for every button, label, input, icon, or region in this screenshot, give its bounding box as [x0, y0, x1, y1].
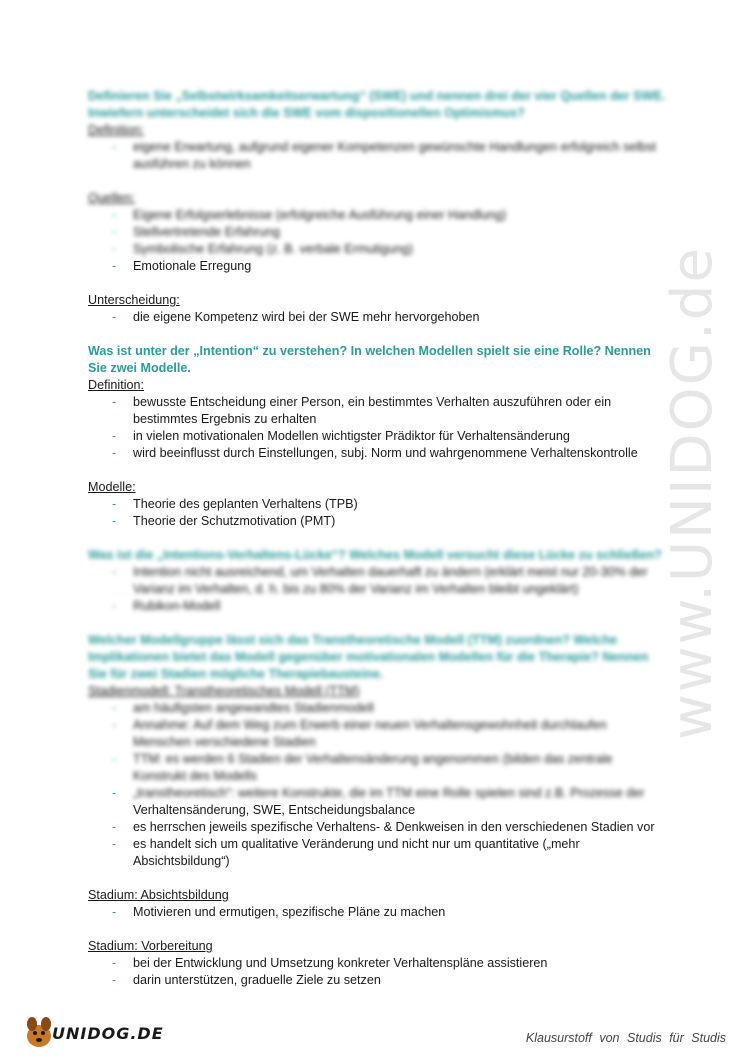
q2-models-label: Modelle:: [88, 480, 136, 494]
q4-model-label: Stadienmodell: Transtheoretisches Modell (TTM): [88, 684, 360, 698]
list-item: - Annahme: Auf dem Weg zum Erwerb einer neuen Verhaltensgewohnheit durchlaufen Menschen verschiedene Stadien: [88, 717, 668, 751]
watermark-text: www.UNIDOG.de: [660, 246, 725, 740]
q4-question: Welcher Modellgruppe lässt sich das Transtheoretische Modell (TTM) zuordnen? Welche Implikationen bietet das Modell gegenüber motivationalen Modellen für die Therapie? Nennen Sie für zwei Stadien mögliche Therapiebausteine.: [88, 633, 649, 681]
list-item: [88, 785, 668, 819]
q1-question: Definieren Sie „Selbstwirksamkeitserwartung“ (SWE) und nennen drei der vier Quellen der SWE. Inwiefern unterscheidet sich die SWE vom dispositionellen Optimismus?: [88, 89, 666, 120]
list-item: - Eigene Erfolgserlebnisse (erfolgreiche Ausführung einer Handlung): [88, 207, 668, 224]
q4-blurred-block: [88, 632, 668, 785]
list-item: - Emotionale Erregung: [88, 258, 668, 275]
list-item: - Intention nicht ausreichend, um Verhalten dauerhaft zu ändern (erklärt meist nur 20-30% der Varianz im Verhalten, d. h. bis zu 80% der Varianz im Verhalten bleibt ungeklärt): [88, 564, 668, 598]
partial-blurred-line: - „transtheoretisch“: weitere Konstrukte, die im TTM eine Rolle spielen sind z.B. Prozesse der: [133, 786, 645, 800]
logo-text: UNIDOG.DE: [52, 1024, 164, 1043]
unidog-logo: [22, 1014, 164, 1050]
dog-icon: [22, 1014, 56, 1050]
list-item: - darin unterstützen, graduelle Ziele zu setzen: [88, 972, 668, 989]
list-item: - eigene Erwartung, aufgrund eigener Kompetenzen gewünschte Handlungen erfolgreich selbst ausführen zu können: [88, 139, 668, 173]
list-item: - es herrschen jeweils spezifische Verhaltens- & Denkweisen in den verschiedenen Stadien vor: [88, 819, 668, 836]
stage-absichtsbildung-label: Stadium: Absichtsbildung: [88, 888, 229, 902]
list-item: - TTM: es werden 6 Stadien der Verhaltensänderung angenommen (bilden das zentrale Konstrukt des Modells: [88, 751, 668, 785]
list-item: - bewusste Entscheidung einer Person, ein bestimmtes Verhalten auszuführen oder ein bestimmtes Ergebnis zu erhalten: [88, 394, 668, 428]
list-item: - Theorie des geplanten Verhaltens (TPB): [88, 496, 668, 513]
list-item: - es handelt sich um qualitative Veränderung und nicht nur um quantitative („mehr Absichtsbildung“): [88, 836, 668, 870]
list-item: - am häufigsten angewandtes Stadienmodell: [88, 700, 668, 717]
q2-definition-label: Definition:: [88, 378, 145, 392]
list-item: - in vielen motivationalen Modellen wichtigster Prädiktor für Verhaltensänderung: [88, 428, 668, 445]
list-item: - Symbolische Erfahrung (z. B. verbale Ermutigung): [88, 241, 668, 258]
list-item: - Motivieren und ermutigen, spezifische Pläne zu machen: [88, 904, 668, 921]
partial-clear-line: Verhaltensänderung, SWE, Entscheidungsbalance: [133, 803, 416, 817]
q1-blurred-block: [88, 88, 668, 258]
q3-question: Was ist die „Intentions-Verhaltens-Lücke“? Welches Modell versucht diese Lücke zu schließen?: [88, 548, 662, 562]
list-item: - Stellvertretende Erfahrung: [88, 224, 668, 241]
q1-sources-label: Quellen:: [88, 191, 135, 205]
list-item: - bei der Entwicklung und Umsetzung konkreter Verhaltenspläne assistieren: [88, 955, 668, 972]
document-body: [88, 88, 668, 989]
list-item: - Theorie der Schutzmotivation (PMT): [88, 513, 668, 530]
q1-difference-label: Unterscheidung:: [88, 293, 180, 307]
q2-question: Was ist unter der „Intention“ zu verstehen? In welchen Modellen spielt sie eine Rolle? Nennen Sie zwei Modelle.: [88, 344, 651, 375]
stage-vorbereitung-label: Stadium: Vorbereitung: [88, 939, 213, 953]
footer-tagline: Klausurstoff von Studis für Studis: [525, 1031, 726, 1045]
list-item: - die eigene Kompetenz wird bei der SWE mehr hervorgehoben: [88, 309, 668, 326]
list-item: - Rubikon-Modell: [88, 598, 668, 615]
q1-definition-label: Definition:: [88, 123, 145, 137]
q3-blurred-block: [88, 547, 668, 615]
list-item: - wird beeinflusst durch Einstellungen, subj. Norm und wahrgenommene Verhaltenskontrolle: [88, 445, 668, 462]
